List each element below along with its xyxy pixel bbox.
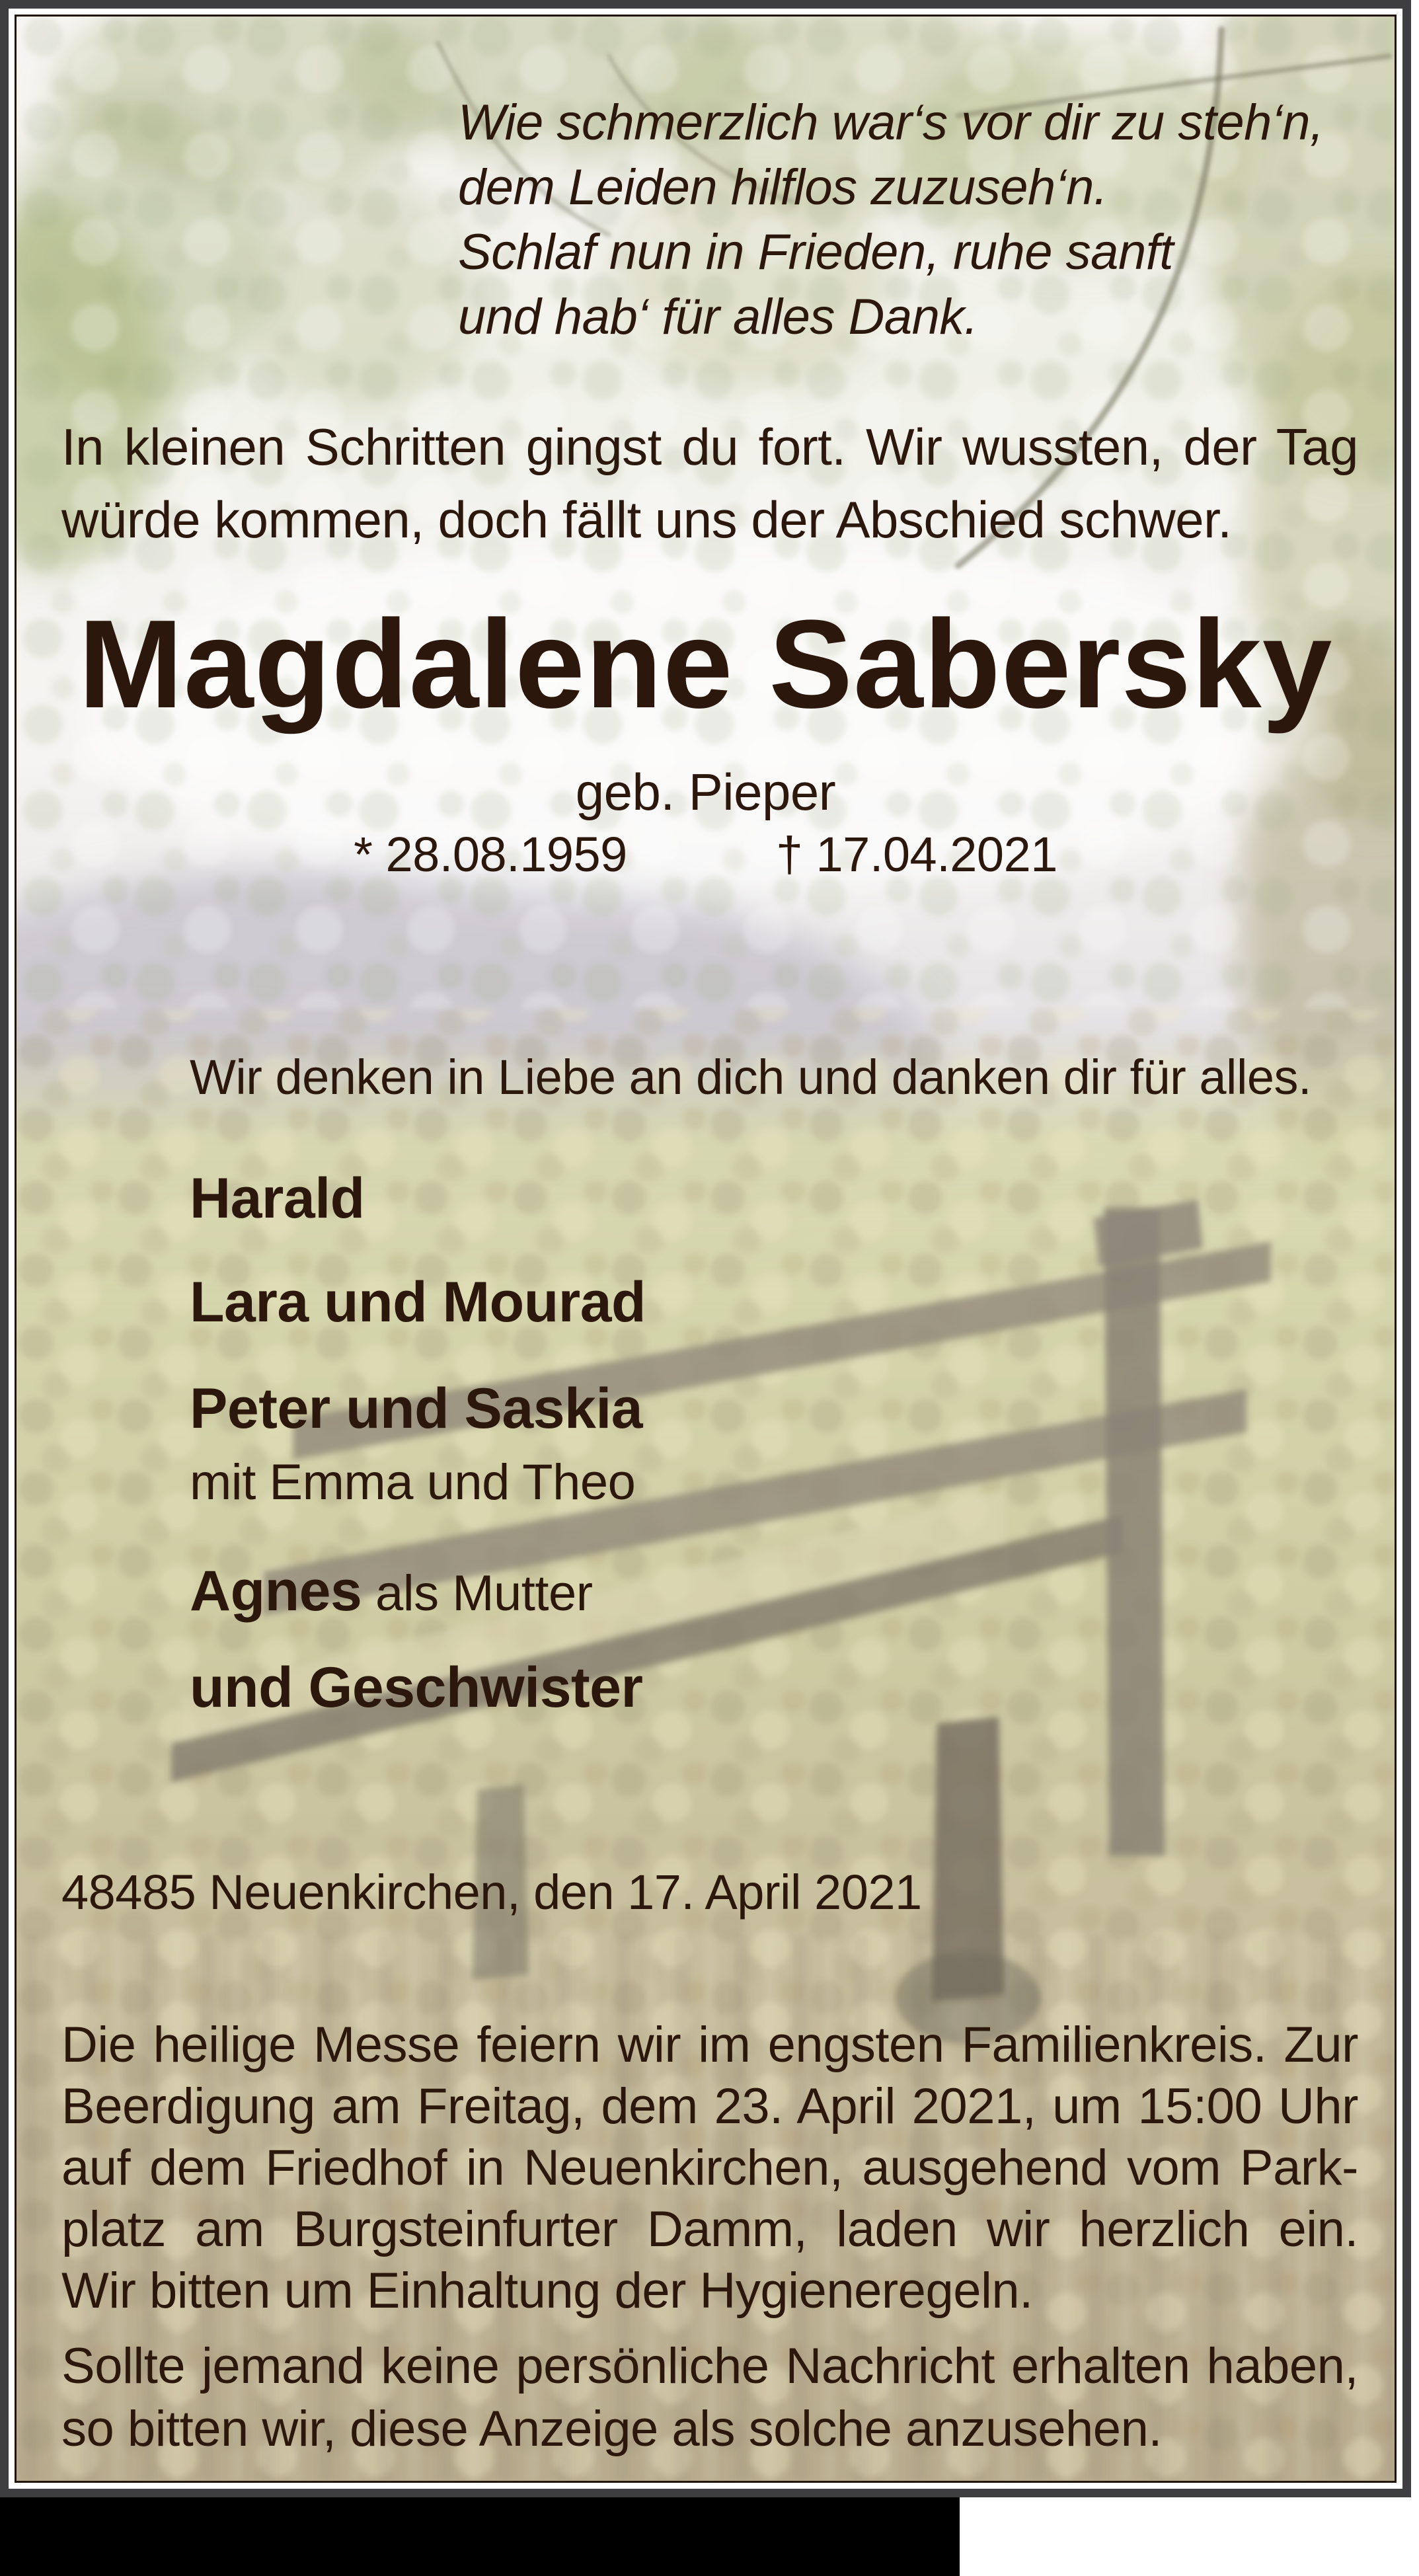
- mourner-name-bold: Peter und Saskia: [190, 1377, 643, 1440]
- background-photo: [15, 15, 1397, 2483]
- closing-line: so bitten wir, diese Anzeige als solche anzusehen.: [61, 2401, 1162, 2457]
- city-date-line: 48485 Neuenkirchen, den 17. April 2021: [61, 1865, 922, 1920]
- verse-line: Schlaf nun in Frieden, ruhe sanft: [458, 224, 1173, 280]
- mourner-line: [190, 1166, 365, 1231]
- closing-line: Sollte jemand keine persönliche Nachricht erhalten haben,: [61, 2338, 1358, 2394]
- introduction-text: [61, 410, 1358, 556]
- closing-note: [61, 2335, 1358, 2460]
- birth-date: * 28.08.1959: [354, 827, 627, 882]
- deceased-name: Magdalene Sabersky: [78, 594, 1333, 734]
- intro-line: In kleinen Schritten gingst du fort. Wir wussten, der Tag: [61, 418, 1358, 476]
- mourner-name-bold: Agnes: [190, 1559, 362, 1623]
- announcement-line: platz am Burgsteinfurter Damm, laden wir herzlich ein.: [61, 2201, 1358, 2257]
- verse-line: Wie schmerzlich war‘s vor dir zu steh‘n,: [458, 95, 1324, 151]
- announcement-line: auf dem Friedhof in Neuenkirchen, ausgehend vom Park-: [61, 2140, 1358, 2196]
- verse-line: dem Leiden hilflos zuzuseh‘n.: [458, 159, 1108, 215]
- maiden-name: geb. Pieper: [575, 763, 836, 821]
- death-date: † 17.04.2021: [775, 827, 1057, 882]
- mourner-name-regular: als Mutter: [362, 1565, 593, 1621]
- mourner-name-bold: Harald: [190, 1167, 365, 1230]
- verse-line: und hab‘ für alles Dank.: [458, 289, 978, 345]
- mourner-line: [190, 1559, 593, 1624]
- mourner-line: [190, 1655, 642, 1721]
- mourner-line: [190, 1270, 646, 1335]
- mourner-name-bold: Lara und Mourad: [190, 1270, 646, 1334]
- announcement-line: Die heilige Messe feiern wir im engsten Familienkreis. Zur: [61, 2017, 1358, 2073]
- redacted-publisher-bar: [0, 2497, 960, 2576]
- mourner-name-regular: mit Emma und Theo: [190, 1454, 636, 1510]
- tribute-line: Wir denken in Liebe an dich und danken dir für alles.: [190, 1050, 1312, 1105]
- mourner-line: [190, 1376, 642, 1442]
- intro-line: würde kommen, doch fällt uns der Abschied schwer.: [61, 490, 1232, 549]
- announcement-line: Beerdigung am Freitag, dem 23. April 2021, um 15:00 Uhr: [61, 2078, 1358, 2134]
- funeral-announcement: [61, 2014, 1358, 2322]
- opening-verse: [458, 91, 1324, 350]
- announcement-line: Wir bitten um Einhaltung der Hygieneregeln.: [61, 2263, 1033, 2319]
- life-dates: [17, 826, 1395, 882]
- mourner-name-bold: und Geschwister: [190, 1656, 643, 1719]
- mourner-line: [190, 1454, 635, 1511]
